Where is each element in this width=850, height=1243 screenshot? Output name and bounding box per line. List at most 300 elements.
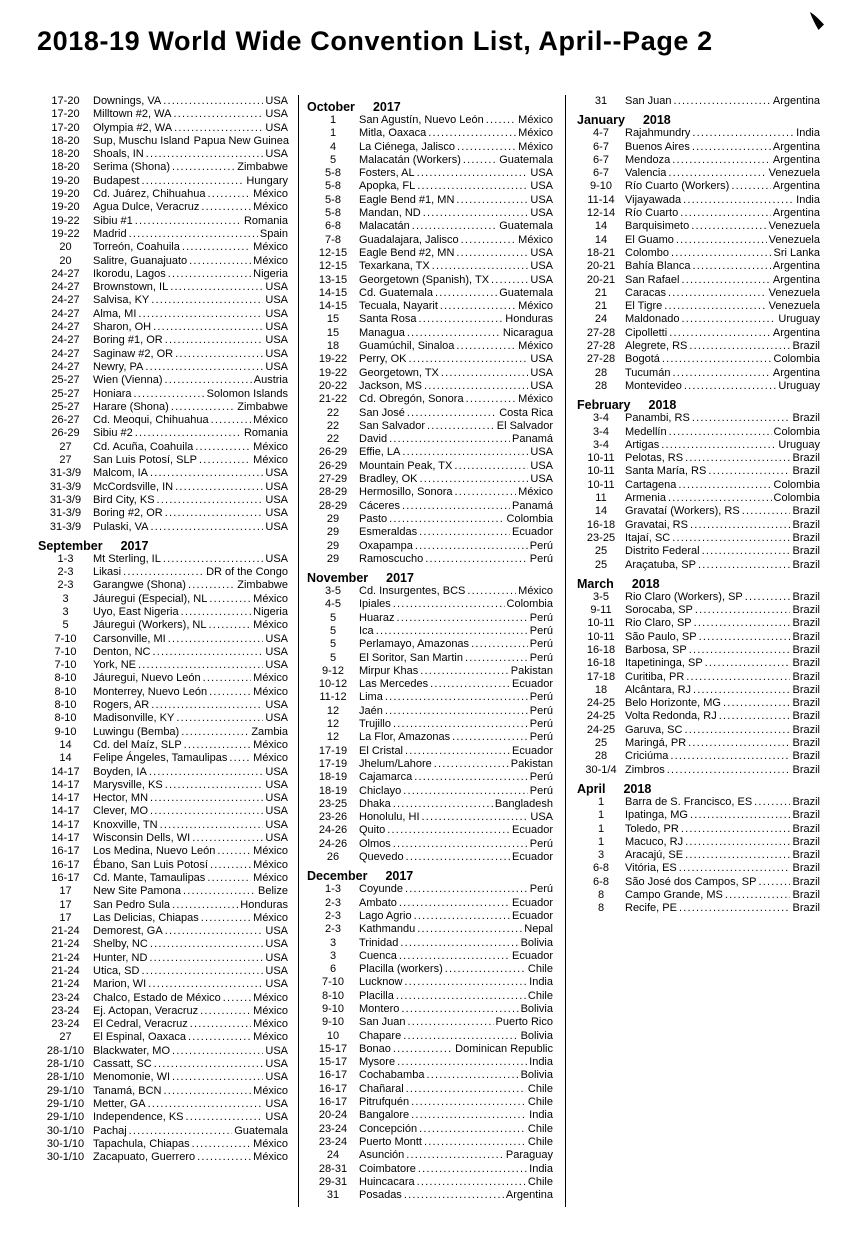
convention-country: México <box>518 114 553 126</box>
convention-row <box>38 832 288 845</box>
dot-leader <box>670 532 790 545</box>
dot-leader <box>161 553 264 566</box>
convention-country: USA <box>530 379 553 392</box>
convention-location: Gravataí (Workers), RS <box>625 505 740 518</box>
convention-date: 9-10 <box>589 180 613 193</box>
dot-leader <box>402 1189 504 1202</box>
convention-location: Montevideo <box>625 379 682 392</box>
convention-row <box>577 631 820 644</box>
convention-country: USA <box>265 965 288 977</box>
dot-leader <box>404 1083 526 1096</box>
convention-row <box>577 479 820 492</box>
convention-country: USA <box>265 778 288 791</box>
dot-leader <box>221 992 251 1005</box>
dot-leader <box>395 1056 527 1069</box>
dot-leader <box>148 805 263 818</box>
convention-date: 12 <box>326 731 340 744</box>
dot-leader <box>422 380 528 393</box>
convention-row <box>38 108 288 121</box>
convention-country: Nigeria <box>253 267 288 280</box>
convention-date: 19-22 <box>51 214 80 227</box>
convention-country: Venezuela <box>768 286 820 299</box>
convention-date: 10-11 <box>587 630 615 643</box>
dot-leader <box>409 1096 526 1109</box>
convention-location: Volta Redonda, RJ <box>625 710 717 723</box>
convention-country: Brazil <box>792 862 820 875</box>
convention-row <box>38 1098 288 1111</box>
convention-country: DR of the Congo <box>206 566 288 579</box>
convention-date: 14 <box>59 738 72 751</box>
dot-leader <box>148 467 263 480</box>
dot-leader <box>687 340 790 353</box>
convention-location: Sup, Muschu Island <box>93 134 190 147</box>
dot-leader <box>688 519 791 532</box>
convention-date: 12 <box>326 704 340 717</box>
convention-date: 14 <box>594 505 608 518</box>
convention-location: Madisonville, KY <box>93 712 175 725</box>
convention-location: Sibiu #2 <box>93 427 133 440</box>
convention-country: Brazil <box>792 545 820 558</box>
column-january-april <box>577 95 820 916</box>
convention-country: México <box>518 300 553 313</box>
convention-date: 10-11 <box>587 617 615 630</box>
convention-row <box>38 872 288 885</box>
convention-location: Shelby, NC <box>93 938 148 951</box>
month-label: March <box>577 576 614 591</box>
convention-country: Perú <box>529 771 553 784</box>
dot-leader <box>677 862 791 875</box>
convention-country: USA <box>265 1111 288 1124</box>
convention-location: Agua Dulce, Veracruz <box>93 201 200 214</box>
convention-row <box>307 990 553 1003</box>
convention-date: 19-20 <box>51 201 80 214</box>
convention-country: USA <box>265 645 288 658</box>
convention-location: Ramoscucho <box>359 552 424 565</box>
dot-leader <box>190 1138 252 1151</box>
dot-leader <box>403 745 510 758</box>
convention-date: 31-3/9 <box>49 507 82 520</box>
dot-leader <box>433 287 497 300</box>
convention-row <box>577 353 820 366</box>
convention-location: Tucumán <box>625 366 671 379</box>
convention-date: 8 <box>597 902 605 915</box>
convention-country: India <box>529 976 553 989</box>
convention-country: México <box>253 1084 288 1097</box>
convention-row <box>38 521 288 534</box>
dot-leader <box>461 154 497 167</box>
dot-leader <box>752 796 790 809</box>
convention-location: Olmos <box>359 837 391 850</box>
dot-leader <box>691 684 790 697</box>
dot-leader <box>438 300 516 313</box>
convention-location: Rogers, AR <box>93 699 150 712</box>
dot-leader <box>207 593 251 606</box>
convention-country: USA <box>530 273 553 286</box>
convention-date: 30-1/10 <box>46 1151 85 1164</box>
dot-leader <box>690 412 791 425</box>
convention-location: Maldonado <box>625 313 680 326</box>
convention-country: Romania <box>243 214 288 227</box>
convention-country: Brazil <box>792 452 820 465</box>
convention-country: Nicaragua <box>502 326 553 339</box>
convention-country: Colombia <box>506 598 553 611</box>
dot-leader <box>146 1098 264 1111</box>
convention-location: Likasi <box>93 566 122 579</box>
convention-location: Cd. Juárez, Chihuahua <box>93 188 206 201</box>
convention-date: 29-31 <box>318 1175 348 1188</box>
dot-leader <box>683 836 790 849</box>
convention-location: San Salvador <box>359 419 426 432</box>
convention-date: 11-14 <box>587 193 615 206</box>
convention-row <box>577 247 820 260</box>
convention-row <box>307 194 553 207</box>
convention-row <box>577 902 820 915</box>
convention-country: Romania <box>243 427 288 440</box>
convention-date: 19-22 <box>318 353 348 366</box>
convention-date: 29-1/10 <box>46 1084 85 1097</box>
convention-row <box>577 452 820 465</box>
convention-location: Honolulu, HI <box>359 811 420 824</box>
convention-location: Quevedo <box>359 851 404 864</box>
convention-location: Pulaski, VA <box>93 520 149 533</box>
convention-location: Pelotas, RS <box>625 452 684 465</box>
convention-row <box>307 513 553 526</box>
month-header <box>577 782 820 796</box>
convention-row <box>307 745 553 758</box>
dot-leader <box>227 752 251 765</box>
convention-country: Uruguay <box>778 313 820 326</box>
convention-location: Salitre, Guanajuato <box>93 254 188 267</box>
convention-location: Colombo <box>625 246 670 259</box>
convention-country: Ecuador <box>512 678 553 691</box>
convention-date: 1 <box>597 809 605 822</box>
convention-location: Barquisimeto <box>625 220 690 233</box>
convention-row <box>307 771 553 784</box>
convention-row <box>38 899 288 912</box>
convention-date: 1 <box>329 127 337 140</box>
convention-location: Alegrete, RS <box>625 340 688 353</box>
convention-row <box>307 220 553 233</box>
dot-leader <box>163 779 264 792</box>
dot-leader <box>723 889 791 902</box>
convention-date: 5 <box>329 624 337 637</box>
convention-date: 10 <box>326 1029 340 1042</box>
dot-leader <box>397 897 510 910</box>
convention-country: USA <box>265 467 288 480</box>
convention-date: 24-27 <box>51 321 80 334</box>
dot-leader <box>170 899 238 912</box>
convention-country: México <box>253 1004 288 1017</box>
dot-leader <box>383 705 528 718</box>
convention-row <box>38 228 288 241</box>
convention-date: 30-1/10 <box>46 1137 85 1150</box>
convention-date: 17-20 <box>51 108 80 121</box>
column-divider <box>298 95 299 1207</box>
convention-date: 2-3 <box>325 896 341 909</box>
convention-location: Eagle Bend #1, MN <box>359 193 455 206</box>
pen-stroke-icon <box>806 10 830 34</box>
convention-date: 4-7 <box>593 127 609 140</box>
convention-country: Argentina <box>772 326 820 339</box>
convention-country: USA <box>265 925 288 938</box>
dot-leader <box>489 274 528 287</box>
convention-row <box>577 141 820 154</box>
convention-location: Esmeraldas <box>359 526 418 539</box>
convention-location: Chapare <box>359 1029 402 1042</box>
convention-country: Brazil <box>792 630 820 643</box>
convention-country: Perú <box>529 539 553 552</box>
convention-location: David <box>359 433 388 446</box>
convention-date: 24-25 <box>586 710 616 723</box>
year-label: 2017 <box>386 571 414 586</box>
convention-location: Itapetininga, SP <box>625 657 703 670</box>
dot-leader <box>412 771 528 784</box>
convention-row <box>307 274 553 287</box>
convention-country: Perú <box>529 611 553 624</box>
convention-location: Texarkana, TX <box>359 260 430 273</box>
convention-location: Cuenca <box>359 949 397 962</box>
convention-country: Pakistan <box>510 757 553 770</box>
dot-leader <box>180 241 251 254</box>
convention-location: Olympia #2, WA <box>93 121 173 134</box>
convention-row <box>307 540 553 553</box>
convention-date: 16-17 <box>51 845 80 858</box>
convention-country: México <box>518 486 553 499</box>
convention-country: USA <box>530 473 553 486</box>
dot-leader <box>667 426 772 439</box>
convention-country: Perú <box>529 731 553 744</box>
convention-date: 24 <box>594 313 608 326</box>
convention-country: Chile <box>527 1175 553 1188</box>
dot-leader <box>158 819 264 832</box>
convention-row <box>38 1138 288 1151</box>
month-header <box>307 100 553 114</box>
convention-location: Downings, VA <box>93 95 162 107</box>
convention-date: 17-19 <box>318 744 348 757</box>
convention-row <box>577 234 820 247</box>
convention-date: 17 <box>59 885 72 898</box>
convention-row <box>38 481 288 494</box>
dot-leader <box>689 220 766 233</box>
convention-country: Bangladesh <box>494 797 553 810</box>
convention-date: 11 <box>595 492 607 505</box>
convention-country: USA <box>265 1097 288 1110</box>
convention-location: Wien (Vienna) <box>93 374 163 387</box>
convention-location: Recife, PE <box>625 902 677 915</box>
dot-leader <box>163 507 264 520</box>
convention-location: El Tigre <box>625 300 663 313</box>
dot-leader <box>394 990 526 1003</box>
dot-leader <box>174 712 263 725</box>
convention-row <box>38 414 288 427</box>
convention-row <box>307 718 553 731</box>
convention-country: Guatemala <box>499 286 553 299</box>
convention-date: 25-27 <box>51 400 80 413</box>
convention-date: 15-17 <box>318 1056 348 1069</box>
convention-country: México <box>253 592 288 605</box>
convention-row <box>307 154 553 167</box>
convention-date: 3 <box>62 605 69 618</box>
dot-leader <box>666 287 767 300</box>
convention-list <box>38 95 820 1207</box>
convention-country: Argentina <box>772 207 820 220</box>
convention-country: USA <box>530 180 553 193</box>
convention-country: México <box>518 393 553 406</box>
convention-location: Cochabamba <box>359 1069 425 1082</box>
convention-date: 7-10 <box>54 645 77 658</box>
convention-location: Rajahmundry <box>625 127 691 140</box>
convention-row <box>307 234 553 247</box>
convention-country: Argentina <box>772 153 820 166</box>
dot-leader <box>195 1151 251 1164</box>
convention-row <box>38 507 288 520</box>
convention-row <box>38 1151 288 1164</box>
convention-location: Torreón, Coahuila <box>93 241 180 254</box>
convention-country: Venezuela <box>768 233 820 246</box>
convention-location: Macuco, RJ <box>625 835 684 848</box>
convention-country: Brazil <box>792 889 820 902</box>
convention-date: 3-5 <box>593 590 609 603</box>
convention-country: Honduras <box>505 313 553 326</box>
convention-row <box>38 1031 288 1044</box>
convention-row <box>307 1016 553 1029</box>
convention-date: 22 <box>326 406 340 419</box>
convention-location: Distrito Federal <box>625 545 700 558</box>
convention-country: México <box>253 672 288 685</box>
convention-location: Pasto <box>359 512 388 525</box>
convention-country: México <box>253 1031 288 1044</box>
convention-country: Honduras <box>240 898 288 911</box>
convention-row <box>38 494 288 507</box>
convention-date: 18-20 <box>51 134 80 147</box>
convention-country: USA <box>265 281 288 294</box>
dot-leader <box>666 492 772 505</box>
convention-date: 29 <box>326 512 340 525</box>
convention-country: USA <box>265 938 288 951</box>
convention-location: Chalco, Estado de México <box>93 991 221 1004</box>
convention-row <box>577 836 820 849</box>
convention-country: Paraguay <box>505 1149 553 1162</box>
year-label: 2018 <box>642 113 671 128</box>
convention-location: Río Cuarto (Workers) <box>625 180 730 193</box>
convention-date: 31-3/9 <box>49 520 82 533</box>
convention-date: 24-26 <box>318 824 348 837</box>
convention-country: México <box>253 619 288 632</box>
year-label: 2018 <box>623 781 652 796</box>
convention-location: Aracajú, SE <box>625 849 684 862</box>
convention-country: Brazil <box>792 465 820 478</box>
convention-location: Bogotá <box>625 353 660 366</box>
convention-country: Brazil <box>792 763 820 776</box>
convention-row <box>307 851 553 864</box>
convention-date: 10-11 <box>587 465 615 478</box>
convention-row <box>307 287 553 300</box>
convention-row <box>307 1136 553 1149</box>
month-label: April <box>577 781 606 796</box>
convention-location: Cáceres <box>359 499 400 512</box>
convention-row <box>38 454 288 467</box>
convention-country: USA <box>265 360 288 373</box>
year-label: 2017 <box>372 100 401 114</box>
convention-row <box>307 1189 553 1202</box>
convention-row <box>577 545 820 558</box>
convention-country: Ecuador <box>512 949 553 962</box>
dot-leader <box>690 260 770 273</box>
convention-date: 5-8 <box>325 193 341 206</box>
convention-location: Mysore <box>359 1056 396 1069</box>
dot-leader <box>187 255 251 268</box>
convention-row <box>577 710 820 723</box>
convention-row <box>577 519 820 532</box>
convention-date: 14-15 <box>318 300 348 313</box>
convention-country: Brazil <box>792 723 820 736</box>
convention-country: Colombia <box>773 478 820 491</box>
convention-country: Argentina <box>772 95 820 107</box>
convention-date: 13-15 <box>318 273 348 286</box>
convention-row <box>307 1069 553 1082</box>
convention-location: Artigas <box>625 438 660 451</box>
convention-row <box>38 978 288 991</box>
convention-country: USA <box>265 659 288 672</box>
convention-row <box>38 686 288 699</box>
convention-row <box>307 313 553 326</box>
dot-leader <box>417 526 510 539</box>
convention-row <box>38 659 288 672</box>
convention-date: 25 <box>594 558 608 571</box>
dot-leader <box>464 393 517 406</box>
convention-row <box>38 201 288 214</box>
dot-leader <box>439 367 528 380</box>
dot-leader <box>454 194 528 207</box>
convention-location: Alcântara, RJ <box>625 683 692 696</box>
convention-date: 6-7 <box>593 167 609 180</box>
dot-leader <box>121 566 204 579</box>
convention-row <box>577 274 820 287</box>
convention-location: Cd. Acuña, Coahuila <box>93 440 194 453</box>
convention-location: Menomonie, WI <box>93 1071 171 1084</box>
convention-country: Papua New Guinea <box>193 134 290 147</box>
convention-row <box>577 809 820 822</box>
dot-leader <box>391 798 493 811</box>
convention-date: 21-22 <box>318 393 348 406</box>
dot-leader <box>421 207 529 220</box>
convention-location: Carsonville, MI <box>93 632 166 645</box>
convention-row <box>38 1018 288 1031</box>
convention-date: 18-19 <box>318 771 348 784</box>
convention-date: 30-1/4 <box>585 763 617 776</box>
convention-country: Belize <box>258 885 288 898</box>
convention-row <box>38 819 288 832</box>
dot-leader <box>209 414 252 427</box>
convention-date: 12-15 <box>318 246 348 259</box>
convention-location: San Rafael <box>625 273 680 286</box>
convention-date: 1-3 <box>57 552 74 565</box>
month-label: November <box>307 571 369 586</box>
dot-leader <box>415 167 529 180</box>
convention-location: El Espinal, Oaxaca <box>93 1031 186 1044</box>
convention-row <box>307 260 553 273</box>
convention-row <box>577 300 820 313</box>
convention-location: Tecuala, Nayarit <box>359 300 438 313</box>
dot-leader <box>205 872 251 885</box>
convention-location: Mt Sterling, IL <box>93 552 161 565</box>
convention-country: México <box>518 140 553 153</box>
convention-date: 25-27 <box>51 374 80 387</box>
convention-date: 24-26 <box>318 837 348 850</box>
convention-location: Quito <box>359 824 386 837</box>
dot-leader <box>670 154 771 167</box>
convention-location: Clever, MO <box>93 805 149 818</box>
